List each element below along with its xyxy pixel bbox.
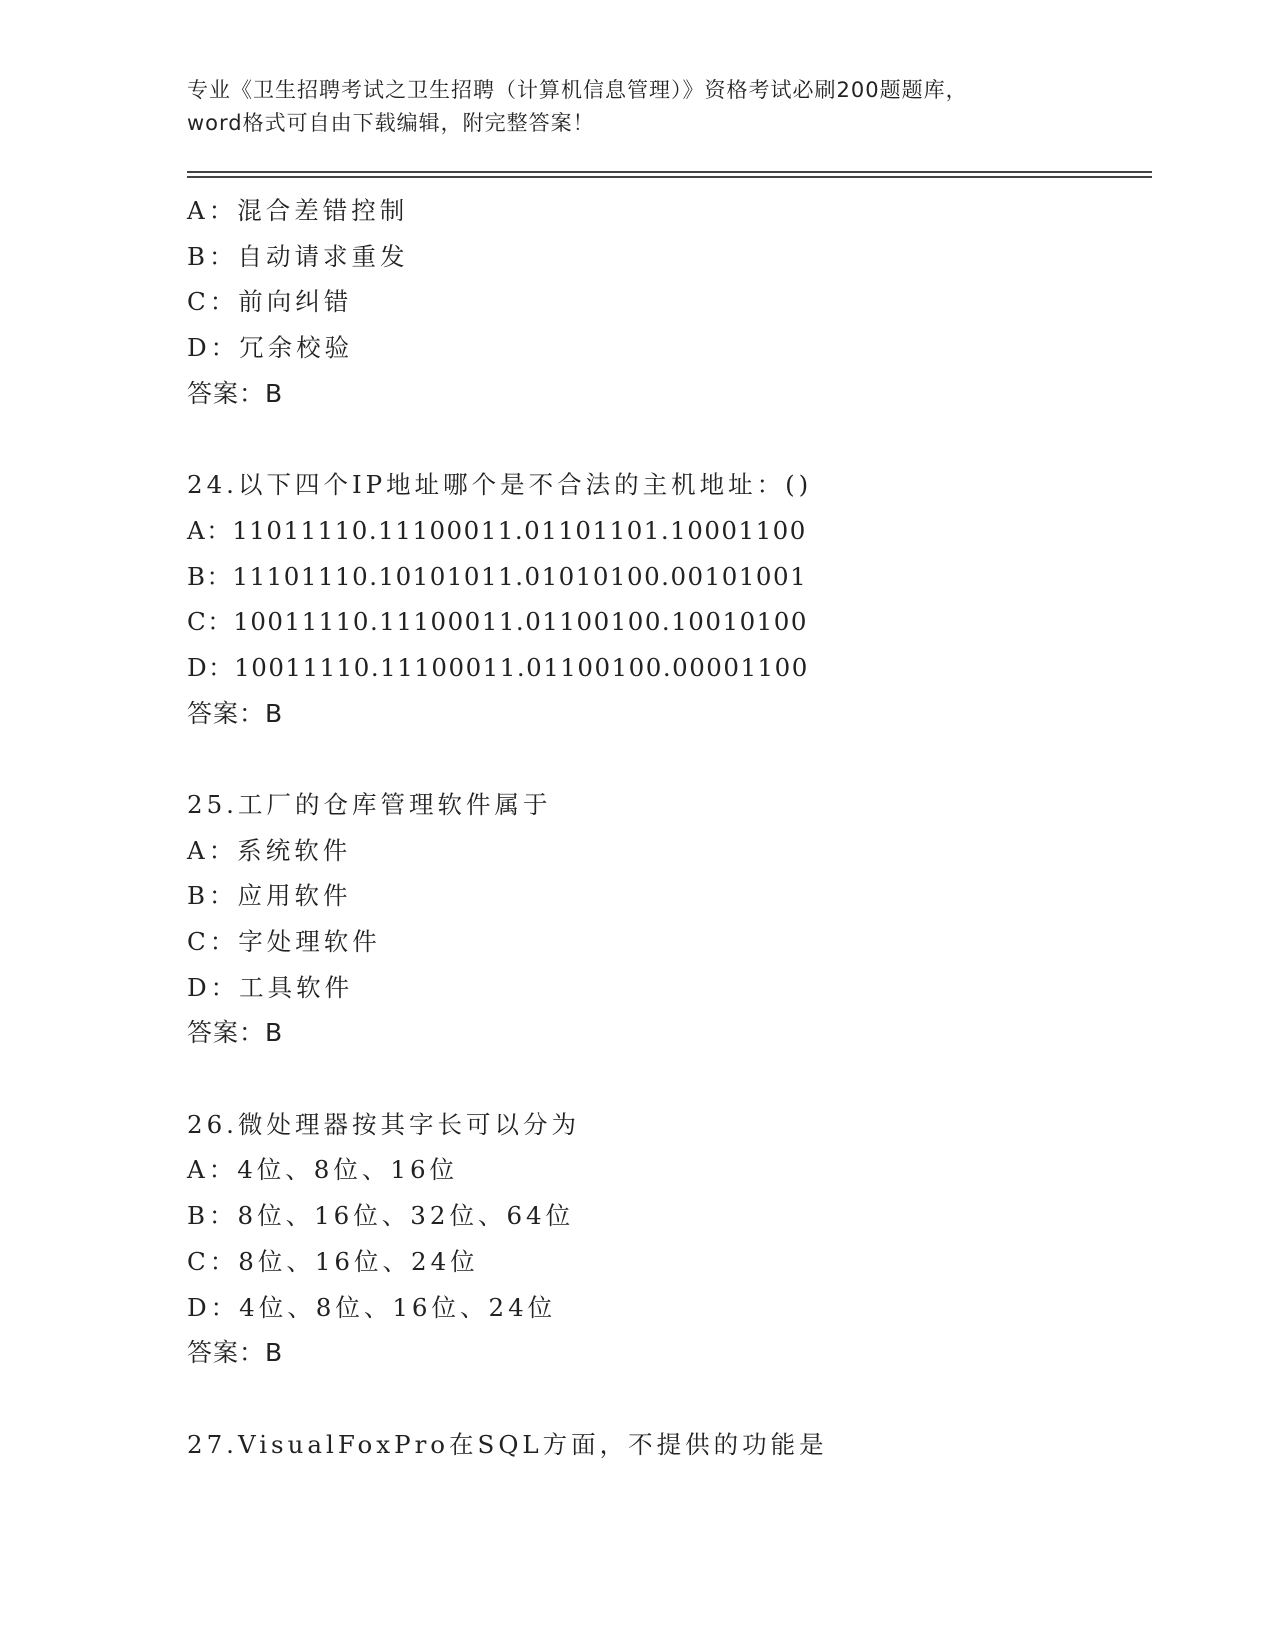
question-block-25: [187, 782, 1147, 1056]
header-line-2: word格式可自由下载编辑，附完整答案！: [187, 111, 595, 135]
header-rule-bottom: [187, 176, 1152, 178]
answer-line: [187, 691, 1147, 737]
question-text: 24.以下四个IP地址哪个是不合法的主机地址：(): [187, 470, 813, 500]
option-a: A：4位、8位、16位: [187, 1155, 459, 1185]
question-block-24: [187, 462, 1147, 736]
option-d: D：工具软件: [187, 972, 354, 1002]
answer-line: [187, 1330, 1147, 1376]
option-a: A：11011110.11100011.01101101.10001100: [187, 515, 807, 545]
option-c: C：8位、16位、24位: [187, 1246, 479, 1276]
option-b: B：应用软件: [187, 881, 352, 911]
header-line-1: 专业《卫生招聘考试之卫生招聘（计算机信息管理）》资格考试必刷200题题库，: [187, 78, 968, 102]
answer-value: B: [265, 378, 284, 408]
option-c: C：字处理软件: [187, 927, 381, 956]
option-c: C：10011110.11100011.01100100.10010100: [187, 607, 808, 637]
question-list: [187, 188, 1147, 1467]
option-a: A：混合差错控制: [187, 196, 409, 225]
question-block-23: [187, 188, 1147, 416]
option-b: B：自动请求重发: [187, 241, 409, 271]
question-text: 26.微处理器按其字长可以分为: [187, 1109, 580, 1139]
option-b: B：11101110.10101011.01010100.00101001: [187, 561, 808, 591]
answer-value: B: [265, 698, 284, 728]
option-d: D：4位、8位、16位、24位: [187, 1292, 557, 1322]
question-text: 25.工厂的仓库管理软件属于: [187, 789, 552, 819]
answer-label: 答案：: [187, 378, 266, 408]
header-rule-top: [187, 171, 1152, 173]
answer-label: 答案：: [187, 1338, 266, 1368]
document-header: [187, 74, 1087, 140]
answer-line: [187, 371, 1147, 417]
answer-line: [187, 1010, 1147, 1056]
option-c: C：前向纠错: [187, 287, 353, 317]
answer-value: B: [265, 1018, 284, 1048]
answer-label: 答案：: [187, 1018, 266, 1048]
answer-label: 答案：: [187, 698, 266, 728]
option-d: D：10011110.11100011.01100100.00001100: [187, 652, 809, 682]
question-block-26: [187, 1102, 1147, 1376]
option-a: A：系统软件: [187, 835, 352, 865]
answer-value: B: [265, 1338, 284, 1368]
question-block-27: [187, 1422, 1147, 1468]
option-d: D：冗余校验: [187, 333, 354, 363]
question-text: 27.VisualFoxPro在SQL方面，不提供的功能是: [187, 1429, 828, 1459]
option-b: B：8位、16位、32位、64位: [187, 1201, 575, 1231]
